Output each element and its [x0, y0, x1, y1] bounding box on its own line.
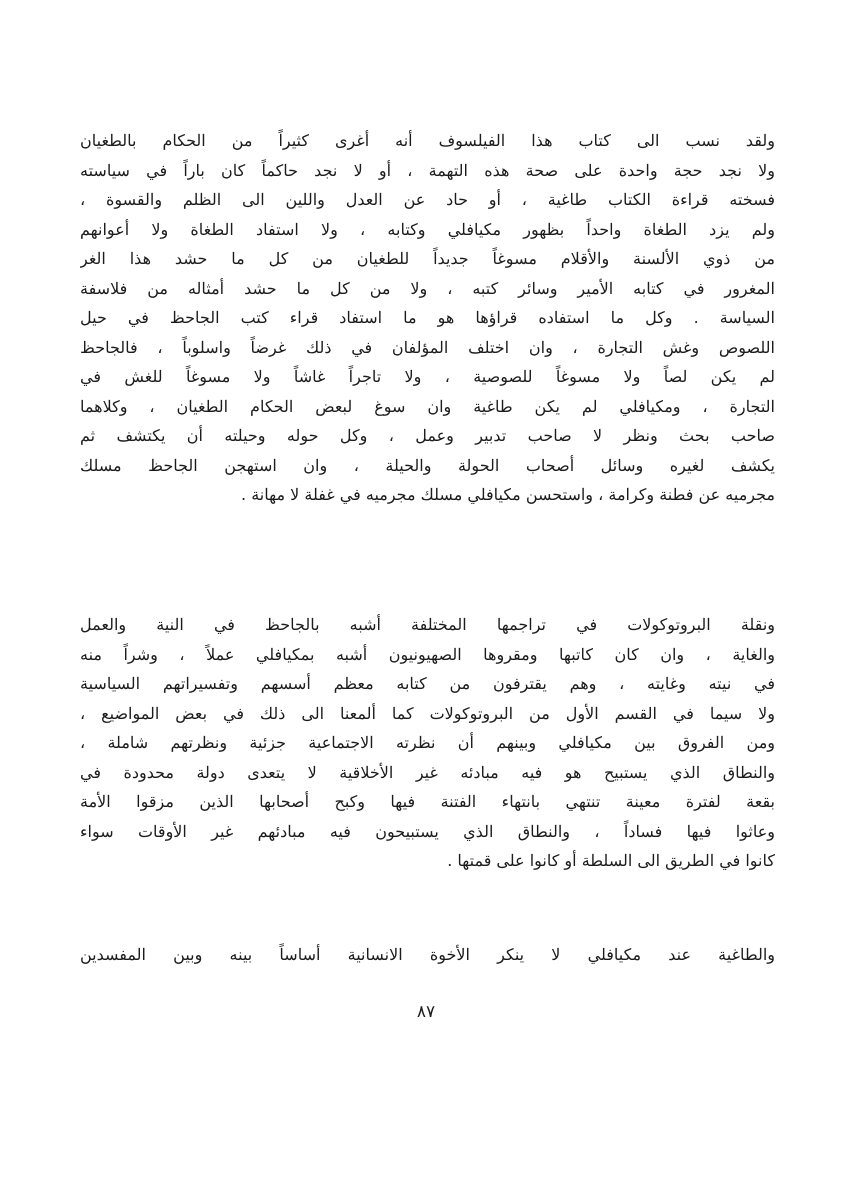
paragraph-1 [80, 126, 775, 510]
text-line: ونقلة البروتوكولات في تراجمها المختلفة أشبه بالجاحظ في النية والعمل [80, 615, 775, 634]
text-line: في نيته وغايته ، وهم يقترفون من كتابه معظم أسسهم وتفسيراتهم السياسية [80, 674, 775, 693]
text-line: والطاغية عند مكيافلي لا ينكر الأخوة الانسانية أساساً بينه وبين المفسدين [80, 945, 775, 964]
text-line: السياسة . وكل ما استفاده قراؤها هو ما استفاد قراء كتب الجاحظ في حيل [80, 308, 775, 327]
text-line: كانوا في الطريق الى السلطة أو كانوا على قمتها . [447, 851, 775, 870]
text-line: ولا نجد حجة واحدة على صحة هذه التهمة ، أو لا نجد حاكماً كان باراً في سياسته [80, 160, 775, 180]
paragraph-2 [80, 610, 775, 876]
text-line: والغاية ، وان كان كاتبها ومقروها الصهيونيون أشبه بمكيافلي عملاً ، وشراً منه [80, 644, 775, 664]
text-line: وعاثوا فيها فساداً ، والنطاق الذي يستبيحون فيه مبادئهم غير الأوقات سواء [80, 821, 775, 841]
text-line: من ذوي الألسنة والأقلام مسوغاً جديداً للطغيان من كل ما حشد هذا الغر [80, 249, 775, 268]
text-line: ولم يزد الطغاة واحداً بظهور مكيافلي وكتابه ، ولا استفاد الطغاة ولا أعوانهم [80, 219, 775, 239]
text-line: اللصوص وغش التجارة ، وان اختلف المؤلفان في ذلك غرضاً واسلوباً ، فالجاحظ [80, 337, 775, 357]
text-line: صاحب بحث ونظر لا صاحب تدبير وعمل ، وكل حوله وحيلته أن يكتشف ثم [80, 426, 775, 445]
text-line: يكشف لغيره وسائل أصحاب الحولة والحيلة ، وان استهجن الجاحظ مسلك [80, 455, 775, 475]
text-line: ولقد نسب الى كتاب هذا الفيلسوف أنه أغرى كثيراً من الحكام بالطغيان [80, 131, 775, 150]
text-line: فسخته قراءة الكتاب طاغية ، أو حاد عن العدل واللين الى الظلم والقسوة ، [80, 190, 775, 209]
text-line: والنطاق الذي يستبيح هو فيه مبادئه غير الأخلاقية لا يتعدى دولة محدودة في [80, 762, 775, 782]
text-line: بقعة لفترة معينة تنتهي بانتهاء الفتنة فيها وكبح أصحابها الذين مزقوا الأمة [80, 792, 775, 811]
text-line: المغرور في كتابه الأمير وسائر كتبه ، ولا من كل ما حشد أمثاله من فلاسفة [80, 278, 775, 298]
text-line: مجرميه عن فطنة وكرامة ، واستحسن مكيافلي مسلك مجرميه في غفلة لا مهانة . [241, 485, 775, 504]
text-line: ولا سيما في القسم الأول من البروتوكولات كما ألمعنا الى ذلك في بعض المواضيع ، [80, 703, 775, 723]
text-line: ومن الفروق بين مكيافلي وبينهم أن نظرته الاجتماعية جزئية ونظرتهم شاملة ، [80, 733, 775, 752]
text-line: لم يكن لصاً ولا مسوغاً للصوصية ، ولا تاجراً غاشاً ولا مسوغاً للغش في [80, 367, 775, 386]
text-line: التجارة ، ومكيافلي لم يكن طاغية وان سوغ لبعض الحكام الطغيان ، وكلاهما [80, 396, 775, 416]
page-number: ٨٧ [416, 1002, 436, 1022]
paragraph-3 [80, 940, 775, 970]
